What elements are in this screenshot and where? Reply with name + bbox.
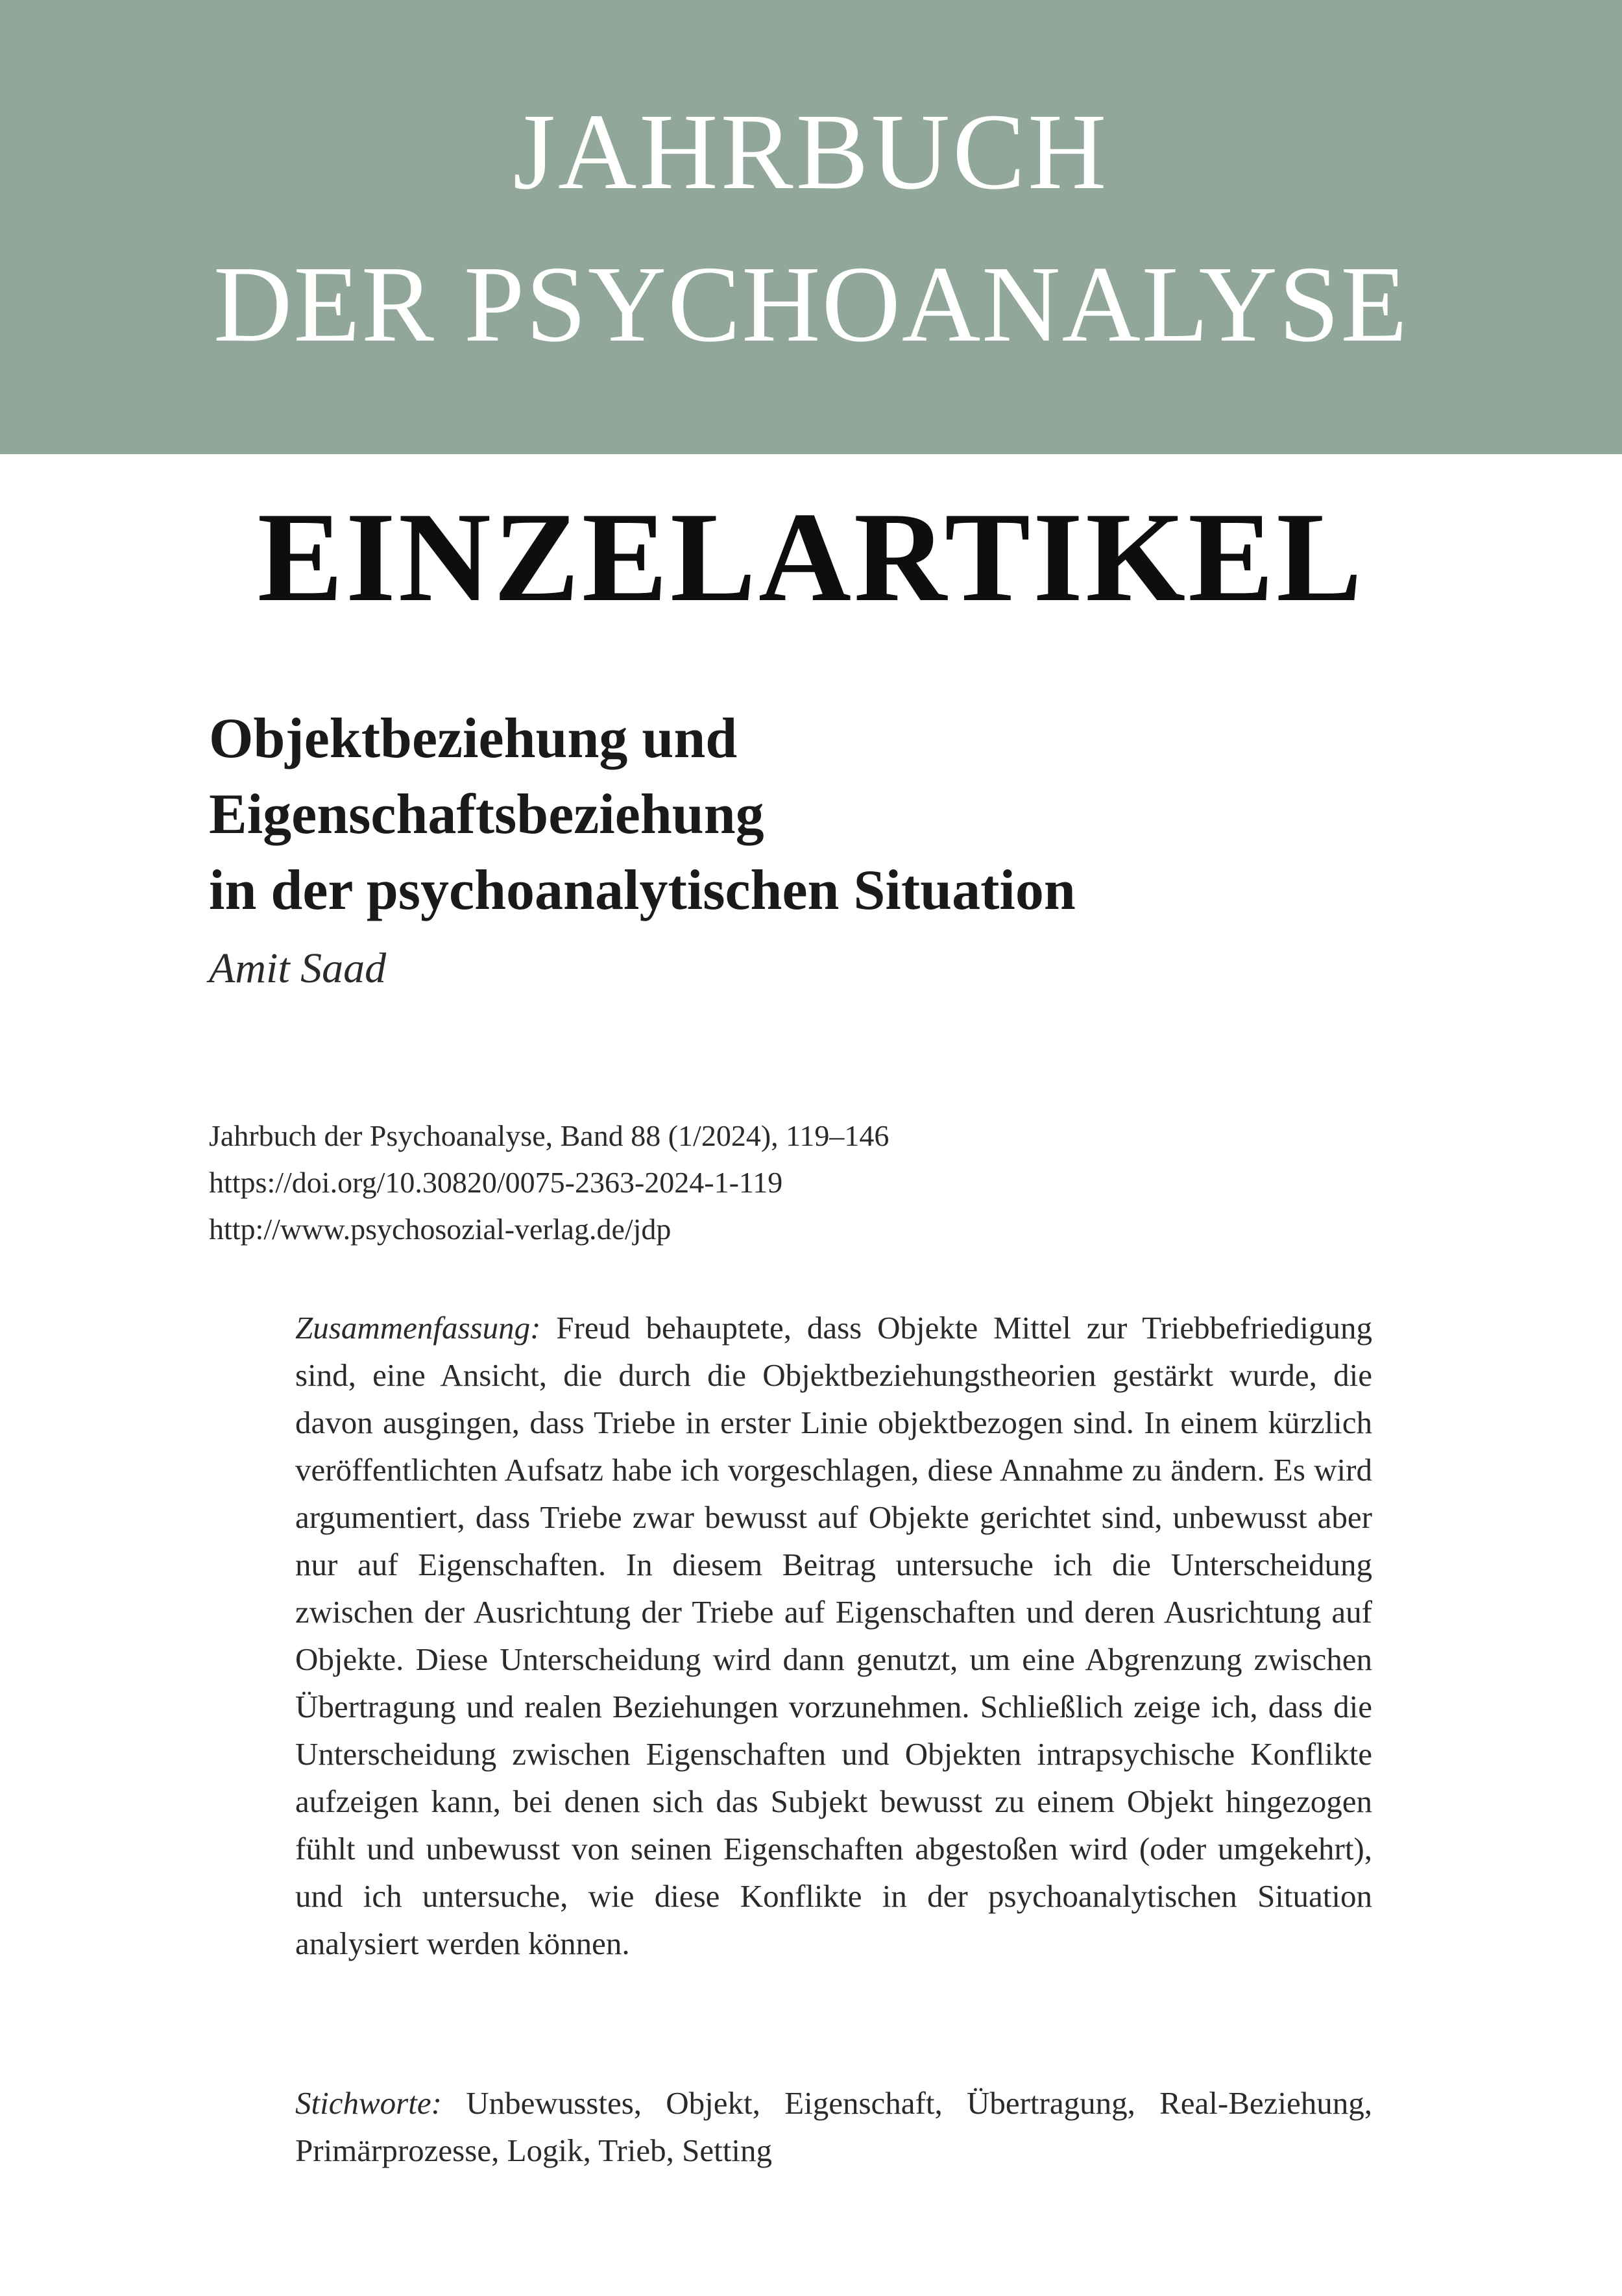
article-title-line-3: in der psychoanalytischen Situation <box>209 859 1076 922</box>
article-title-line-1: Objektbeziehung und <box>209 707 738 770</box>
keywords <box>295 2079 1372 2174</box>
citation-block <box>209 1113 889 1253</box>
citation-line: Jahrbuch der Psychoanalyse, Band 88 (1/2024), 119–146 <box>209 1119 890 1152</box>
article-title <box>209 701 1442 928</box>
keywords-label: Stichworte: <box>295 2085 442 2121</box>
author-name: Amit Saad <box>209 945 387 992</box>
doi-link[interactable]: https://doi.org/10.30820/0075-2363-2024-1-119 <box>209 1166 783 1199</box>
journal-title-line-2: DER PSYCHOANALYSE <box>213 244 1409 365</box>
article-title-line-2: Eigenschaftsbeziehung <box>209 783 764 846</box>
abstract-label: Zusammenfassung: <box>295 1310 541 1346</box>
abstract <box>295 1304 1372 1967</box>
abstract-text: Freud behauptete, dass Objekte Mittel zur Triebbefriedigung sind, eine Ansicht, die durch die Objektbeziehungstheorien gestärkt wurde, die davon ausgingen, dass Triebe in erster Linie objektbezogen sind. In einem kürzlich veröffentlichten Aufsatz habe ich vorgeschlagen, diese Annahme zu ändern. Es wird argumentiert, dass Triebe zwar bewusst auf Objekte gerichtet sind, unbewusst aber nur auf Eigenschaften. In diesem Beitrag untersuche ich die Unterscheidung zwischen der Ausrichtung der Triebe auf Eigenschaften und deren Ausrichtung auf Objekte. Diese Unterscheidung wird dann genutzt, um eine Abgrenzung zwischen Übertragung und realen Beziehungen vorzunehmen. Schließlich zeige ich, dass die Unterscheidung zwischen Eigenschaften und Objekten intrapsychische Konflikte aufzeigen kann, bei denen sich das Subjekt bewusst zu einem Objekt hingezogen fühlt und unbewusst von seinen Eigenschaften abgestoßen wird (oder umgekehrt), und ich untersuche, wie diese Konflikte in der psychoanalytischen Situation analysiert werden können. <box>295 1310 1372 1961</box>
journal-header-band <box>0 0 1622 454</box>
website-link[interactable]: http://www.psychosozial-verlag.de/jdp <box>209 1213 672 1246</box>
keywords-text: Unbewusstes, Objekt, Eigenschaft, Übertragung, Real-Beziehung, Primärprozesse, Logik, Trieb, Setting <box>295 2085 1373 2168</box>
journal-title-line-1: JAHRBUCH <box>513 91 1109 212</box>
section-label: EINZELARTIKEL <box>257 486 1365 628</box>
